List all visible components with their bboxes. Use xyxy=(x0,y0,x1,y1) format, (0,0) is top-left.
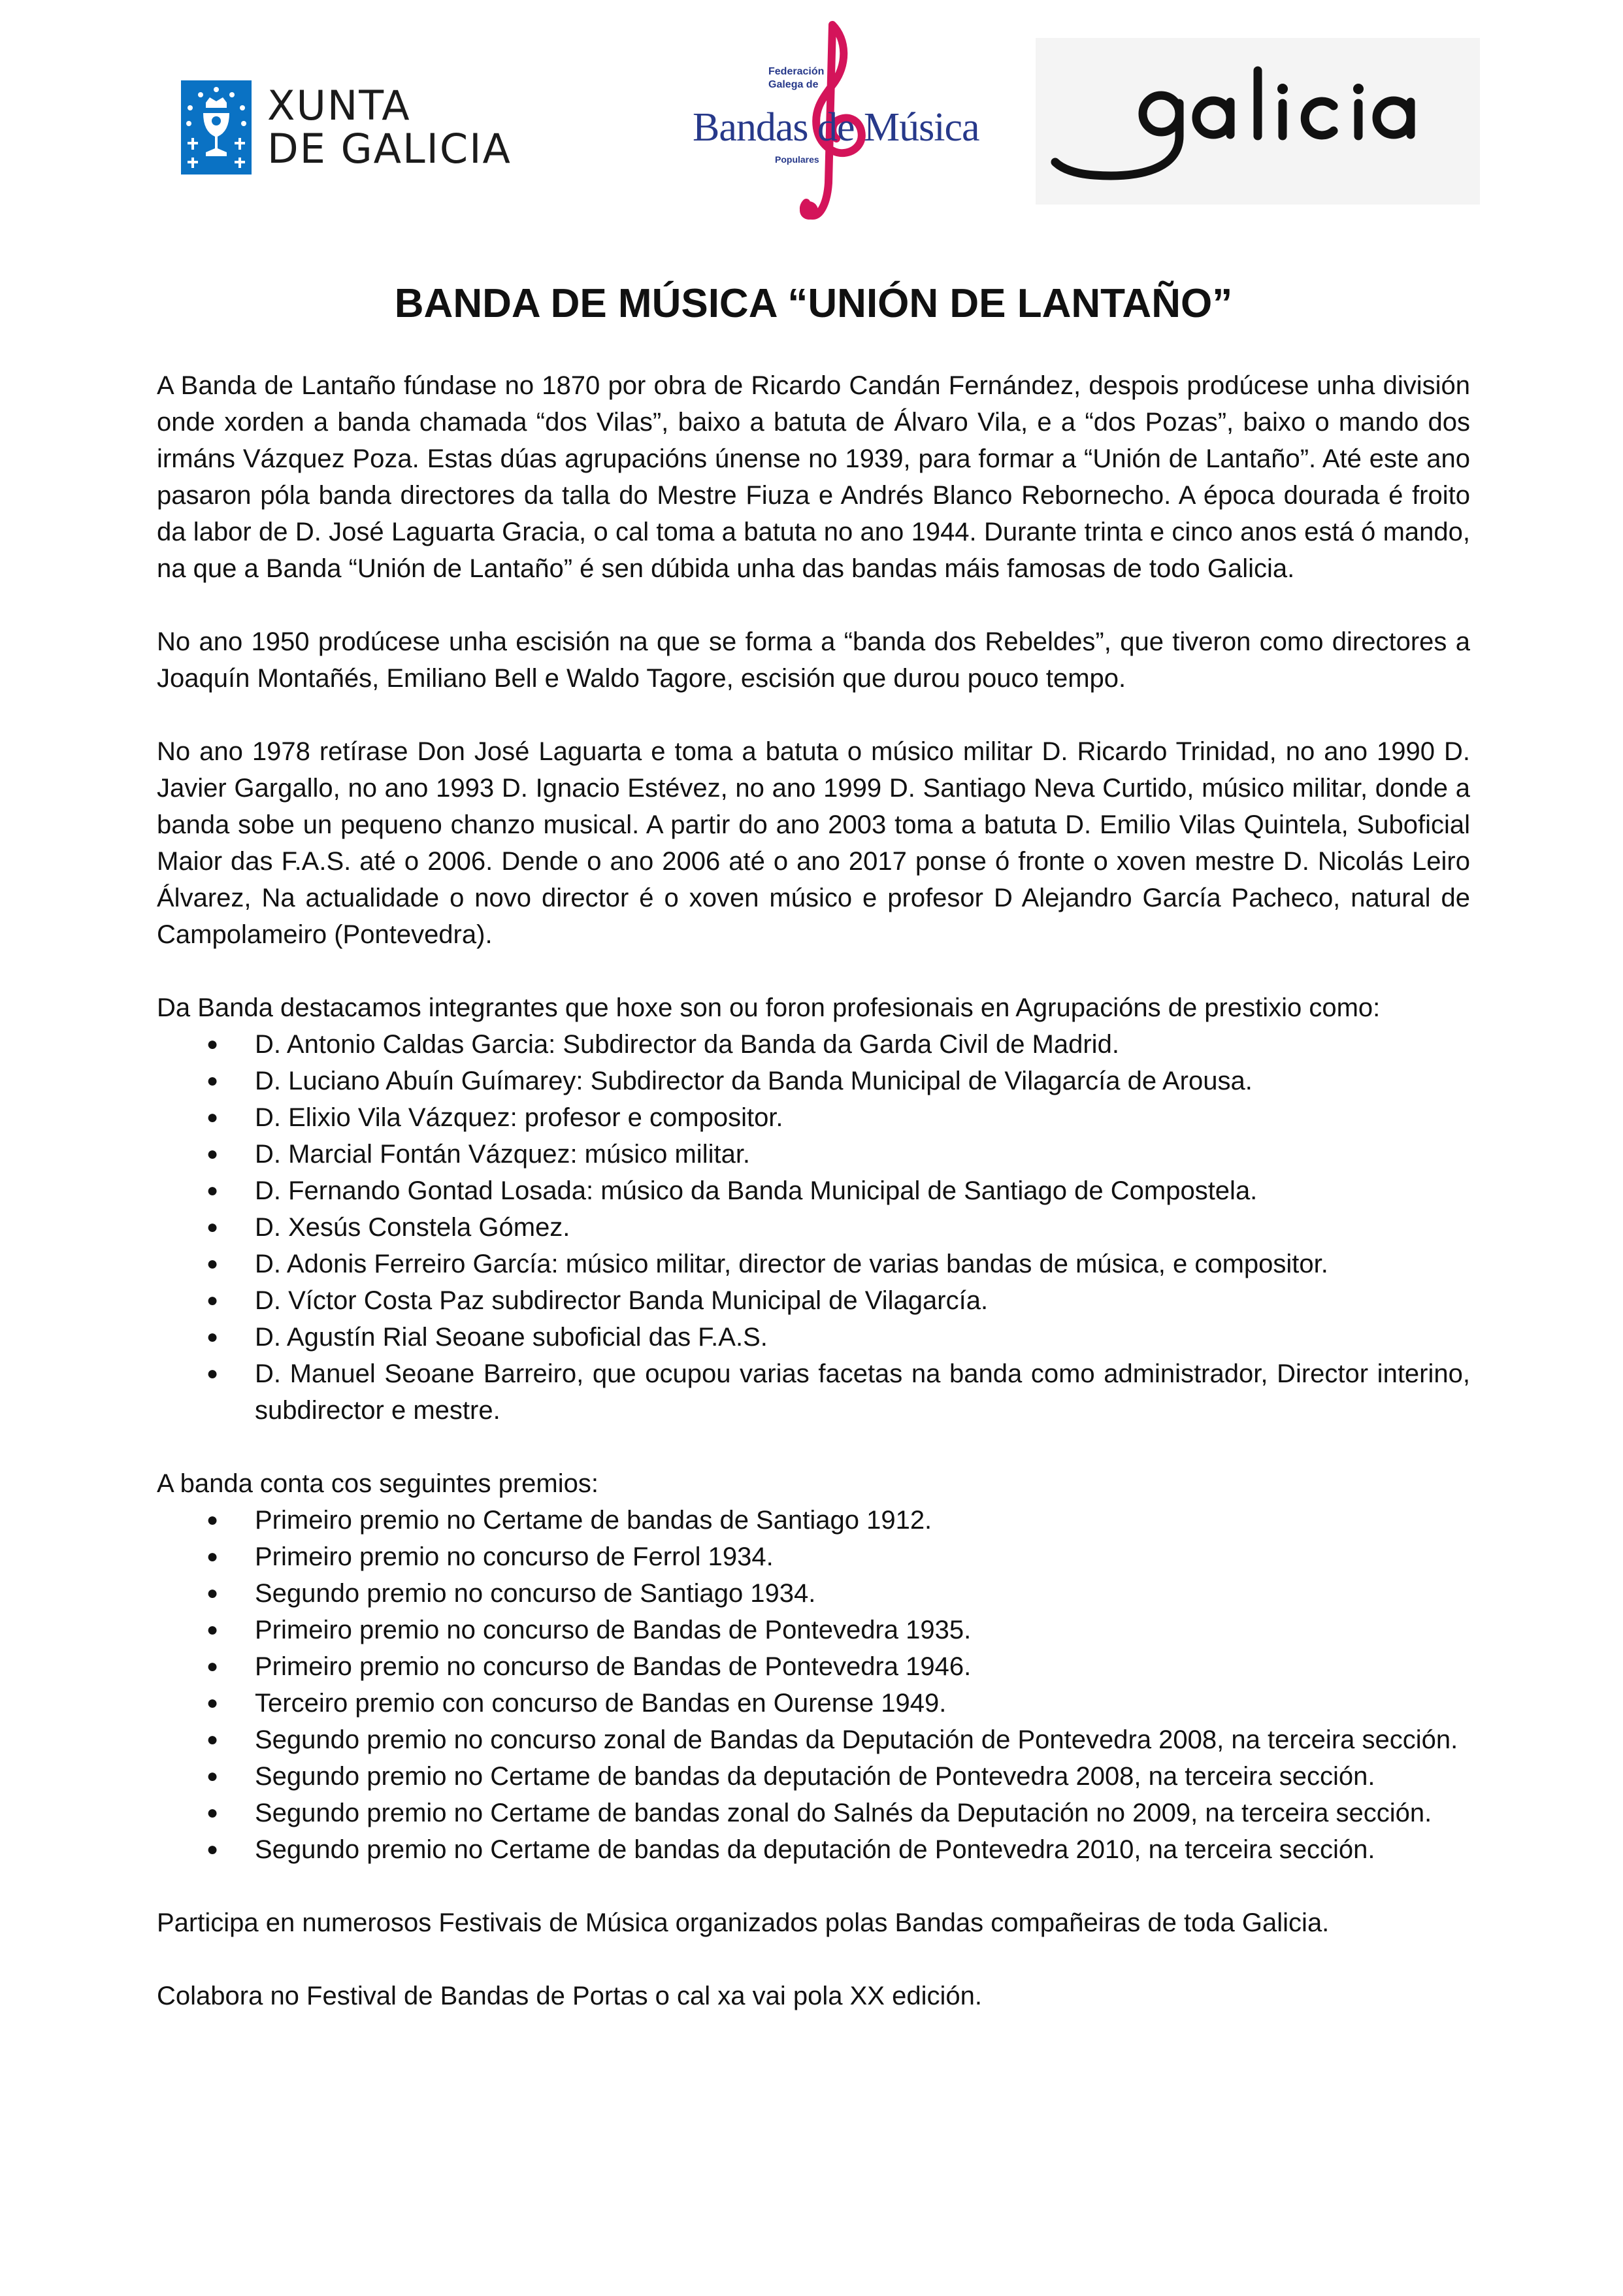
bullet-icon: ● xyxy=(206,1509,219,1531)
list-item xyxy=(157,1758,1470,1795)
bullet-icon: ● xyxy=(206,1546,219,1567)
list-item xyxy=(157,1209,1470,1246)
document-body xyxy=(157,367,1470,2051)
list-item xyxy=(157,1648,1470,1685)
member-text: D. Víctor Costa Paz subdirector Banda Municipal de Vilagarcía. xyxy=(255,1286,989,1315)
list-item xyxy=(157,1722,1470,1758)
populares-caption: Populares xyxy=(775,154,819,165)
list-item xyxy=(157,1319,1470,1356)
bullet-icon: ● xyxy=(206,1070,219,1091)
members-list xyxy=(157,1026,1470,1429)
portas-paragraph: Colabora no Festival de Bandas de Portas o cal xa vai pola XX edición. xyxy=(157,1982,982,2010)
member-text: D. Luciano Abuín Guímarey: Subdirector da Banda Municipal de Vilagarcía de Arousa. xyxy=(255,1067,1253,1095)
bullet-icon: ● xyxy=(206,1582,219,1604)
award-text: Segundo premio no concurso zonal de Bandas da Deputación de Pontevedra 2008, na terceira sección. xyxy=(255,1725,1458,1754)
list-item xyxy=(157,1026,1470,1063)
list-item xyxy=(157,1575,1470,1612)
list-item xyxy=(157,1831,1470,1868)
member-text: D. Agustín Rial Seoane suboficial das F.A.S. xyxy=(255,1323,768,1352)
list-item xyxy=(157,1282,1470,1319)
schism-paragraph: No ano 1950 prodúcese unha escisión na que se forma a “banda dos Rebeldes”, que tiveron como directores a Joaquín Montañés, Emiliano Bell e Waldo Tagore, escisión que durou pouco tempo. xyxy=(157,627,1470,693)
member-text: D. Elixio Vila Vázquez: profesor e compositor. xyxy=(255,1103,783,1132)
bullet-icon: ● xyxy=(206,1180,219,1201)
bullet-icon: ● xyxy=(206,1289,219,1311)
xunta-line-1: XUNTA xyxy=(267,82,411,129)
bandas-de-musica-wordmark: Bandas de Música xyxy=(693,105,979,150)
award-text: Segundo premio no Certame de bandas da deputación de Pontevedra 2008, na terceira sección. xyxy=(255,1762,1375,1791)
xunta-shield-icon xyxy=(181,80,252,175)
page-title: BANDA DE MÚSICA “UNIÓN DE LANTAÑO” xyxy=(394,281,1233,326)
bullet-icon: ● xyxy=(206,1692,219,1714)
directors-paragraph: No ano 1978 retírase Don José Laguarta e toma a batuta o músico militar D. Ricardo Trinidad, no ano 1990 D. Javier Gargallo, no ano 1993 D. Ignacio Estévez, no ano 1999 D. Santiago Neva Curtido, músico militar, donde a banda sobe un pequeno chanzo musical. A partir do ano 2003 toma a batuta D. Emilio Vilas Quintela, Suboficial Maior das F.A.S. até o 2006. Dende o ano 2006 até o ano 2017 ponse ó fronte o xoven mestre D. Nicolás Leiro Álvarez, Na actualidade o novo director é o xoven músico e profesor D Alejandro García Pacheco, natural de Campolameiro (Pontevedra). xyxy=(157,737,1470,949)
award-text: Segundo premio no Certame de bandas da deputación de Pontevedra 2010, na terceira sección. xyxy=(255,1835,1375,1864)
list-item xyxy=(157,1539,1470,1575)
list-item xyxy=(157,1099,1470,1136)
bullet-icon: ● xyxy=(206,1838,219,1860)
list-item xyxy=(157,1502,1470,1539)
member-text: D. Marcial Fontán Vázquez: músico militar. xyxy=(255,1140,751,1169)
bullet-icon: ● xyxy=(206,1216,219,1238)
federacion-bandas-logo xyxy=(693,20,979,235)
list-item xyxy=(157,1356,1470,1429)
bullet-icon: ● xyxy=(206,1363,219,1384)
list-item xyxy=(157,1685,1470,1722)
list-item xyxy=(157,1246,1470,1282)
awards-list xyxy=(157,1502,1470,1868)
award-text: Segundo premio no Certame de bandas zonal do Salnés da Deputación no 2009, na terceira sección. xyxy=(255,1799,1432,1827)
festivals-paragraph: Participa en numerosos Festivais de Música organizados polas Bandas compañeiras de toda Galicia. xyxy=(157,1908,1330,1937)
award-text: Primeiro premio no concurso de Bandas de Pontevedra 1935. xyxy=(255,1616,972,1644)
galicia-wordmark xyxy=(1036,38,1480,205)
bullet-icon: ● xyxy=(206,1143,219,1165)
award-text: Primeiro premio no concurso de Bandas de Pontevedra 1946. xyxy=(255,1652,972,1681)
bullet-icon: ● xyxy=(206,1619,219,1640)
xunta-de-galicia-logo xyxy=(181,78,512,176)
list-item xyxy=(157,1612,1470,1648)
federacion-line-1: Federación xyxy=(768,66,825,77)
awards-intro: A banda conta cos seguintes premios: xyxy=(157,1469,598,1498)
member-text: D. Manuel Seoane Barreiro, que ocupou varias facetas na banda como administrador, Director interino, subdirector e mestre. xyxy=(255,1359,1470,1425)
bullet-icon: ● xyxy=(206,1729,219,1750)
galicia-logo xyxy=(1036,38,1480,205)
member-text: D. Adonis Ferreiro García: músico militar, director de varias bandas de música, e compositor. xyxy=(255,1250,1328,1278)
list-item xyxy=(157,1136,1470,1173)
bullet-icon: ● xyxy=(206,1326,219,1348)
bullet-icon: ● xyxy=(206,1802,219,1823)
members-intro: Da Banda destacamos integrantes que hoxe son ou foron profesionais en Agrupacións de prestixio como: xyxy=(157,993,1381,1022)
bullet-icon: ● xyxy=(206,1765,219,1787)
member-text: D. Antonio Caldas Garcia: Subdirector da Banda da Garda Civil de Madrid. xyxy=(255,1030,1119,1059)
bullet-icon: ● xyxy=(206,1655,219,1677)
member-text: D. Xesús Constela Gómez. xyxy=(255,1213,570,1242)
xunta-line-2: DE GALICIA xyxy=(267,125,512,173)
member-text: D. Fernando Gontad Losada: músico da Banda Municipal de Santiago de Compostela. xyxy=(255,1176,1258,1205)
bullet-icon: ● xyxy=(206,1033,219,1055)
list-item xyxy=(157,1795,1470,1831)
list-item xyxy=(157,1173,1470,1209)
federacion-caption xyxy=(768,65,824,92)
history-paragraph: A Banda de Lantaño fúndase no 1870 por obra de Ricardo Candán Fernández, despois prodúcese unha división onde xorden a banda chamada “dos Vilas”, baixo a batuta de Álvaro Vila, e a “dos Pozas”, baixo o mando dos irmáns Vázquez Poza. Estas dúas agrupacións únense no 1939, para formar a “Unión de Lantaño”. Até este ano pasaron póla banda directores da talla do Mestre Fiuza e Andrés Blanco Rebornecho. A época dourada é froito da labor de D. José Laguarta Gracia, o cal toma a batuta no ano 1944. Durante trinta e cinco anos está ó mando, na que a Banda “Unión de Lantaño” é sen dúbida unha das bandas máis famosas de todo Galicia. xyxy=(157,371,1470,583)
award-text: Primeiro premio no concurso de Ferrol 1934. xyxy=(255,1542,774,1571)
bullet-icon: ● xyxy=(206,1253,219,1274)
federacion-line-2: Galega de xyxy=(768,79,819,90)
xunta-wordmark xyxy=(267,84,512,171)
award-text: Segundo premio no concurso de Santiago 1934. xyxy=(255,1579,816,1608)
award-text: Terceiro premio con concurso de Bandas en Ourense 1949. xyxy=(255,1689,947,1718)
award-text: Primeiro premio no Certame de bandas de Santiago 1912. xyxy=(255,1506,932,1535)
bullet-icon: ● xyxy=(206,1106,219,1128)
list-item xyxy=(157,1063,1470,1099)
